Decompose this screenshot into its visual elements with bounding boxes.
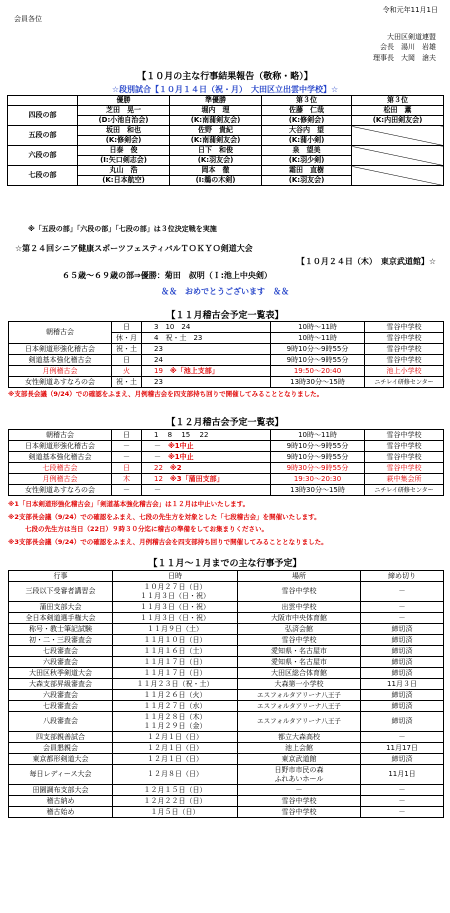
practice-dates: 24 — [142, 355, 271, 366]
practice-day: － — [112, 441, 142, 452]
event-place-line: エスフォルタアリーナ八王子 — [257, 717, 341, 725]
practice-date-number: 12 — [154, 474, 163, 483]
event-date-line: １１月１７日（日） — [143, 657, 207, 666]
event-date-line: １２月１日（日） — [147, 743, 203, 752]
event-date — [113, 765, 238, 785]
event-date — [113, 732, 238, 743]
col-header-datetime: 日時 — [113, 571, 238, 582]
event-place — [238, 624, 361, 635]
event-date — [113, 796, 238, 807]
third-place-name: 松田 薫 — [352, 106, 444, 116]
event-date-line: １月５日（日） — [150, 807, 200, 816]
practice-place: 池上小学校 — [365, 366, 444, 377]
third-place-name: 大谷内 望 — [262, 126, 352, 136]
event-place — [238, 613, 361, 624]
event-date — [113, 602, 238, 613]
event-deadline: 締切済 — [361, 635, 444, 646]
event-deadline: － — [361, 613, 444, 624]
club-name: (K:羽少剣) — [262, 156, 352, 166]
senior-tournament-date: 【１０月２４日（木） 東京武道館】☆ — [296, 257, 436, 266]
empty-cell — [352, 146, 444, 166]
event-date-line: １１月１７日（日） — [143, 668, 207, 677]
division-label: 五段の部 — [8, 126, 78, 146]
runner-up-name: 岡本 徹 — [170, 166, 262, 176]
event-place — [238, 712, 361, 732]
event-row — [9, 602, 444, 613]
event-place-line: 雪谷中学校 — [281, 635, 317, 644]
event-place — [238, 690, 361, 701]
event-name: 六段審査会 — [9, 690, 113, 701]
practice-place: 雪谷中学校 — [365, 333, 444, 344]
section3-title: 【１１月稽古会予定一覧表】 — [166, 311, 284, 321]
event-place-line: ふれあいホール — [274, 774, 324, 783]
practice-time: 19:50～20:40 — [271, 366, 365, 377]
club-name: (K:日本航空) — [78, 176, 170, 186]
december-schedule-table — [8, 429, 444, 496]
event-name: 八段審査会 — [9, 712, 113, 732]
event-place-line: 愛知県・名古屋市 — [271, 657, 327, 666]
practice-dates — [142, 463, 271, 474]
event-place — [238, 668, 361, 679]
practice-date-number: － — [154, 441, 161, 450]
event-row — [9, 668, 444, 679]
event-deadline: 締切済 — [361, 646, 444, 657]
practice-day: 日 — [112, 463, 142, 474]
event-date-line: １１月１６日（土） — [143, 646, 207, 655]
practice-place: ニチレイ研修センター — [365, 485, 444, 496]
practice-time: 9時30分～9時55分 — [271, 463, 365, 474]
practice-dates: 4 祝・土 23 — [142, 333, 271, 344]
event-deadline: － — [361, 796, 444, 807]
event-place-line: 愛知県・名古屋市 — [271, 646, 327, 655]
section4-note-4: ※3支部長会議（9/24）での確認をふまえ、月例稽古会を四支部持ち回りで開催してみることとなりました。 — [8, 538, 328, 546]
practice-time: 10時～11時 — [271, 333, 365, 344]
event-date-line: １１月３日（日・祝） — [140, 602, 210, 611]
event-date — [113, 613, 238, 624]
event-deadline: － — [361, 602, 444, 613]
practice-time: 9時10分～9時55分 — [271, 452, 365, 463]
club-name: (K:修剣会) — [78, 136, 170, 146]
event-place-line: － — [295, 785, 303, 794]
event-date-line: １０月２７日（日） — [143, 582, 207, 591]
practice-name: 剣道基本強化稽古会 — [9, 355, 112, 366]
practice-name: 月例稽古会 — [9, 366, 112, 377]
organization-name: 大田区剣道連盟 — [387, 33, 436, 41]
event-place — [238, 785, 361, 796]
event-date — [113, 624, 238, 635]
practice-name: 日本剣道形強化稽古会 — [9, 441, 112, 452]
practice-note: ※1中止 — [168, 452, 194, 461]
event-place-line: 雪谷中学校 — [281, 807, 317, 816]
event-name: 東京都形剣道大会 — [9, 754, 113, 765]
col-header: 準優勝 — [170, 96, 262, 106]
event-deadline: 締切済 — [361, 657, 444, 668]
practice-name: 女性剣道あすなろの会 — [9, 377, 112, 388]
practice-day: － — [112, 452, 142, 463]
practice-date-number: － — [154, 452, 161, 461]
event-name: 大森支部昇級審査会 — [9, 679, 113, 690]
col-header: 第３位 — [262, 96, 352, 106]
division-label: 四段の部 — [8, 106, 78, 126]
practice-place: 雪谷中学校 — [365, 355, 444, 366]
event-row — [9, 796, 444, 807]
practice-time: 10時～11時 — [271, 430, 365, 441]
practice-dates: 1 8 15 22 — [142, 430, 271, 441]
event-date-line: １１月２８日（木） — [143, 712, 207, 721]
event-name: 大田区秋季剣道大会 — [9, 668, 113, 679]
club-name: (I:鵜の木剣) — [170, 176, 262, 186]
senior-tournament-result: ６５歳～６９歳の部⇒優勝：菊田 叔明（Ｉ:池上中央剣） — [62, 271, 272, 280]
event-name: 会員懇親会 — [9, 743, 113, 754]
col-header-event: 行事 — [9, 571, 113, 582]
club-name: (D:小池自治会) — [78, 116, 170, 126]
event-row — [9, 657, 444, 668]
practice-place: 雪谷中学校 — [365, 430, 444, 441]
section4-title: 【１２月稽古会予定一覧表】 — [166, 418, 284, 428]
event-row — [9, 754, 444, 765]
event-date — [113, 712, 238, 732]
november-schedule-table — [8, 321, 444, 388]
event-place-line: 雪谷中学校 — [281, 796, 317, 805]
director-name: 理事長 大岡 滄夫 — [373, 54, 436, 62]
event-place — [238, 646, 361, 657]
event-row — [9, 712, 444, 732]
event-date-line: １２月１日（日） — [147, 732, 203, 741]
event-place-line: 大田区総合体育館 — [271, 668, 327, 677]
event-deadline: 締切済 — [361, 668, 444, 679]
president-name: 会長 湯川 岩雄 — [380, 43, 436, 51]
col-header: 第３位 — [352, 96, 444, 106]
practice-day: 木 — [112, 474, 142, 485]
event-place — [238, 701, 361, 712]
practice-dates: 3 10 24 — [142, 322, 271, 333]
practice-dates: － — [142, 485, 271, 496]
event-place-line: 東京武道館 — [281, 754, 317, 763]
practice-note: ※3「蒲田支部」 — [169, 474, 224, 483]
practice-time: 10時～11時 — [271, 322, 365, 333]
event-name: 三段以下受審者講習会 — [9, 582, 113, 602]
section1-subtitle: ☆段別試合【１０月１４日（祝・月） 大田区立出雲中学校】☆ — [111, 85, 339, 94]
section4-note-3: 七段の先生方は当日（22日）９時３０分迄に稽古の準備をしてお集まりください。 — [25, 525, 269, 533]
practice-dates — [142, 366, 271, 377]
event-row — [9, 646, 444, 657]
event-date — [113, 701, 238, 712]
event-date-line: １１月３日（日・祝） — [140, 591, 210, 600]
event-place — [238, 754, 361, 765]
event-place — [238, 657, 361, 668]
club-name: (K:蒲小剣) — [262, 136, 352, 146]
event-place-line: 都立大森高校 — [278, 732, 320, 741]
event-name: 初・二・三段審査会 — [9, 635, 113, 646]
event-date-line: １１月２３日（祝・土） — [136, 679, 214, 688]
third-place-name: 霜田 直樹 — [262, 166, 352, 176]
event-row — [9, 635, 444, 646]
section5-title: 【１１月～１月までの主な行事予定】 — [148, 559, 302, 569]
event-place-line: 大阪市中央体育館 — [271, 613, 327, 622]
event-date-line: １２月８日（日） — [147, 770, 203, 778]
event-name: 七段審査会 — [9, 701, 113, 712]
practice-place: 雪谷中学校 — [365, 322, 444, 333]
event-row — [9, 624, 444, 635]
event-place — [238, 765, 361, 785]
event-place-line: エスフォルタアリーナ八王子 — [257, 701, 341, 710]
event-deadline: － — [361, 807, 444, 818]
event-date-line: １１月１０日（日） — [143, 635, 207, 644]
addressee: 会員各位 — [14, 15, 42, 23]
practice-note: ※「池上支部」 — [169, 366, 219, 375]
practice-place: 雪谷中学校 — [365, 463, 444, 474]
event-row — [9, 807, 444, 818]
club-name: (K:内田剣友会) — [352, 116, 444, 126]
event-deadline: 締切済 — [361, 624, 444, 635]
event-deadline: － — [361, 582, 444, 602]
practice-day: 休・月 — [112, 333, 142, 344]
event-date-line: １２月２２日（日） — [143, 796, 207, 805]
third-place-name: 泉 望美 — [262, 146, 352, 156]
event-date-line: １１月３日（日・祝） — [140, 613, 210, 622]
event-place — [238, 582, 361, 602]
section4-note-1: ※1「日本剣道形強化稽古会」「剣道基本強化稽古会」は１２月は中止いたします。 — [8, 500, 250, 508]
col-header-place: 場所 — [238, 571, 361, 582]
event-place — [238, 732, 361, 743]
congratulations-text: ＆＆ おめでとうございます ＆＆ — [161, 287, 289, 296]
practice-note: ※2 — [169, 463, 182, 472]
event-place — [238, 796, 361, 807]
winner-name: 芝田 晃一 — [78, 106, 170, 116]
practice-place: 雪谷中学校 — [365, 441, 444, 452]
event-row — [9, 785, 444, 796]
event-name: 四支部親善試合 — [9, 732, 113, 743]
event-date-line: １２月１日（日） — [147, 754, 203, 763]
practice-note: ※1中止 — [168, 441, 194, 450]
event-date-line: １１月２６日（火） — [143, 690, 207, 699]
section1-note: ※「五段の部」「六段の部」「七段の部」は３位決定戦を実施 — [28, 225, 217, 233]
practice-time: 13時30分～15時 — [271, 485, 365, 496]
empty-cell — [352, 166, 444, 186]
event-row — [9, 679, 444, 690]
event-date — [113, 785, 238, 796]
practice-name: 七段稽古会 — [9, 463, 112, 474]
events-table — [8, 570, 444, 818]
practice-dates: 23 — [142, 377, 271, 388]
event-deadline: 締切済 — [361, 690, 444, 701]
event-deadline: 11月1日 — [361, 765, 444, 785]
club-name: (K:南蒲剣友会) — [170, 136, 262, 146]
event-place — [238, 679, 361, 690]
practice-time: 9時10分～9時55分 — [271, 441, 365, 452]
practice-time: 13時30分～15時 — [271, 377, 365, 388]
practice-time: 9時10分～9時55分 — [271, 355, 365, 366]
event-name: 全日本剣道選手権大会 — [9, 613, 113, 624]
practice-day: 祝・土 — [112, 344, 142, 355]
practice-day: 火 — [112, 366, 142, 377]
club-name: (K:羽友会) — [170, 156, 262, 166]
division-label: 七段の部 — [8, 166, 78, 186]
practice-day: 日 — [112, 322, 142, 333]
event-name: 称号・教士筆記試験 — [9, 624, 113, 635]
event-date — [113, 635, 238, 646]
event-place-line: 日野市市民の森 — [274, 765, 324, 774]
club-name: (K:羽友会) — [262, 176, 352, 186]
event-row — [9, 582, 444, 602]
event-date-line: １１月２７日（水） — [143, 701, 207, 710]
event-deadline: 11月17日 — [361, 743, 444, 754]
practice-name: 剣道基本強化稽古会 — [9, 452, 112, 463]
practice-dates — [142, 452, 271, 463]
event-name: 田園調布支部大会 — [9, 785, 113, 796]
event-place — [238, 635, 361, 646]
practice-day: 日 — [112, 430, 142, 441]
empty-cell — [352, 126, 444, 146]
practice-place: 雪谷中学校 — [365, 344, 444, 355]
event-date — [113, 646, 238, 657]
practice-name: 月例稽古会 — [9, 474, 112, 485]
division-label: 六段の部 — [8, 146, 78, 166]
col-header-deadline: 締め切り — [361, 571, 444, 582]
event-date — [113, 657, 238, 668]
event-row — [9, 765, 444, 785]
event-place-line: 池上会館 — [285, 743, 313, 752]
practice-time: 19:30～20:30 — [271, 474, 365, 485]
third-place-name: 佐藤 仁哉 — [262, 106, 352, 116]
event-date — [113, 743, 238, 754]
event-date-line: １１月２９日（金） — [143, 721, 207, 730]
event-place-line: 雪谷中学校 — [281, 587, 317, 595]
results-table — [7, 95, 444, 186]
event-row — [9, 613, 444, 624]
club-name: (K:修剣会) — [262, 116, 352, 126]
event-name: 六段審査会 — [9, 657, 113, 668]
club-name: (K:南蒲剣友会) — [170, 116, 262, 126]
practice-name: 朝稽古会 — [9, 430, 112, 441]
event-deadline: 11月３日 — [361, 679, 444, 690]
event-name: 七段審査会 — [9, 646, 113, 657]
event-date-line: １２月１５日（日） — [143, 785, 207, 794]
section1-title: 【１０月の主な行事結果報告（敬称・略）】 — [137, 72, 313, 82]
winner-name: 日泰 俊 — [78, 146, 170, 156]
practice-day: 祝・土 — [112, 377, 142, 388]
club-name: (I:矢口剣志会) — [78, 156, 170, 166]
practice-name: 女性剣道あすなろの会 — [9, 485, 112, 496]
event-name: 毎日レディース大会 — [9, 765, 113, 785]
event-deadline: － — [361, 732, 444, 743]
event-row — [9, 701, 444, 712]
practice-place: 萩中集会所 — [365, 474, 444, 485]
runner-up-name: 日下 和俊 — [170, 146, 262, 156]
event-row — [9, 690, 444, 701]
event-place — [238, 602, 361, 613]
practice-place: 雪谷中学校 — [365, 452, 444, 463]
event-place-line: 大森第一小学校 — [274, 679, 324, 688]
runner-up-name: 堀内 理 — [170, 106, 262, 116]
event-place — [238, 743, 361, 754]
practice-dates — [142, 474, 271, 485]
section3-note: ※支部長会議（9/24）での確認をふまえ、月例稽古会を四支部持ち回りで開催してみることとなりました。 — [8, 390, 324, 398]
event-name: 稽古始め — [9, 807, 113, 818]
event-name: 稽古納め — [9, 796, 113, 807]
practice-day: 日 — [112, 355, 142, 366]
event-date — [113, 754, 238, 765]
practice-date-number: 19 — [154, 366, 163, 375]
document-date: 令和元年11月1日 — [382, 6, 438, 14]
practice-place: ニチレイ研修センター — [365, 377, 444, 388]
event-date — [113, 679, 238, 690]
event-date — [113, 807, 238, 818]
event-date — [113, 690, 238, 701]
winner-name: 丸山 浩 — [78, 166, 170, 176]
event-deadline: 締切済 — [361, 754, 444, 765]
event-deadline: 締切済 — [361, 701, 444, 712]
practice-day: － — [112, 485, 142, 496]
event-place — [238, 807, 361, 818]
event-name: 蒲田支部大会 — [9, 602, 113, 613]
event-date — [113, 668, 238, 679]
practice-dates: 23 — [142, 344, 271, 355]
event-deadline: － — [361, 785, 444, 796]
event-date-line: １１月９日（土） — [147, 624, 203, 633]
event-row — [9, 743, 444, 754]
practice-dates — [142, 441, 271, 452]
practice-time: 9時10分～9時55分 — [271, 344, 365, 355]
practice-date-number: 22 — [154, 463, 163, 472]
event-date — [113, 582, 238, 602]
event-place-line: 弘済会館 — [285, 624, 313, 633]
section4-note-2: ※2支部長会議（9/24）での確認をふまえ、七段の先生方を対象とした「七段稽古会」を開催いたします。 — [8, 513, 321, 521]
event-deadline: 締切済 — [361, 712, 444, 732]
event-place-line: エスフォルタアリーナ八王子 — [257, 690, 341, 699]
practice-name: 日本剣道形強化稽古会 — [9, 344, 112, 355]
col-header: 優勝 — [78, 96, 170, 106]
event-place-line: 出雲中学校 — [281, 602, 317, 611]
event-row — [9, 732, 444, 743]
runner-up-name: 佐野 貴紀 — [170, 126, 262, 136]
winner-name: 坂田 和也 — [78, 126, 170, 136]
senior-tournament-title: ☆第２４回シニア健康スポーツフェスティバルＴＯＫＹＯ剣道大会 — [15, 244, 253, 253]
practice-name: 朝稽古会 — [9, 322, 112, 344]
